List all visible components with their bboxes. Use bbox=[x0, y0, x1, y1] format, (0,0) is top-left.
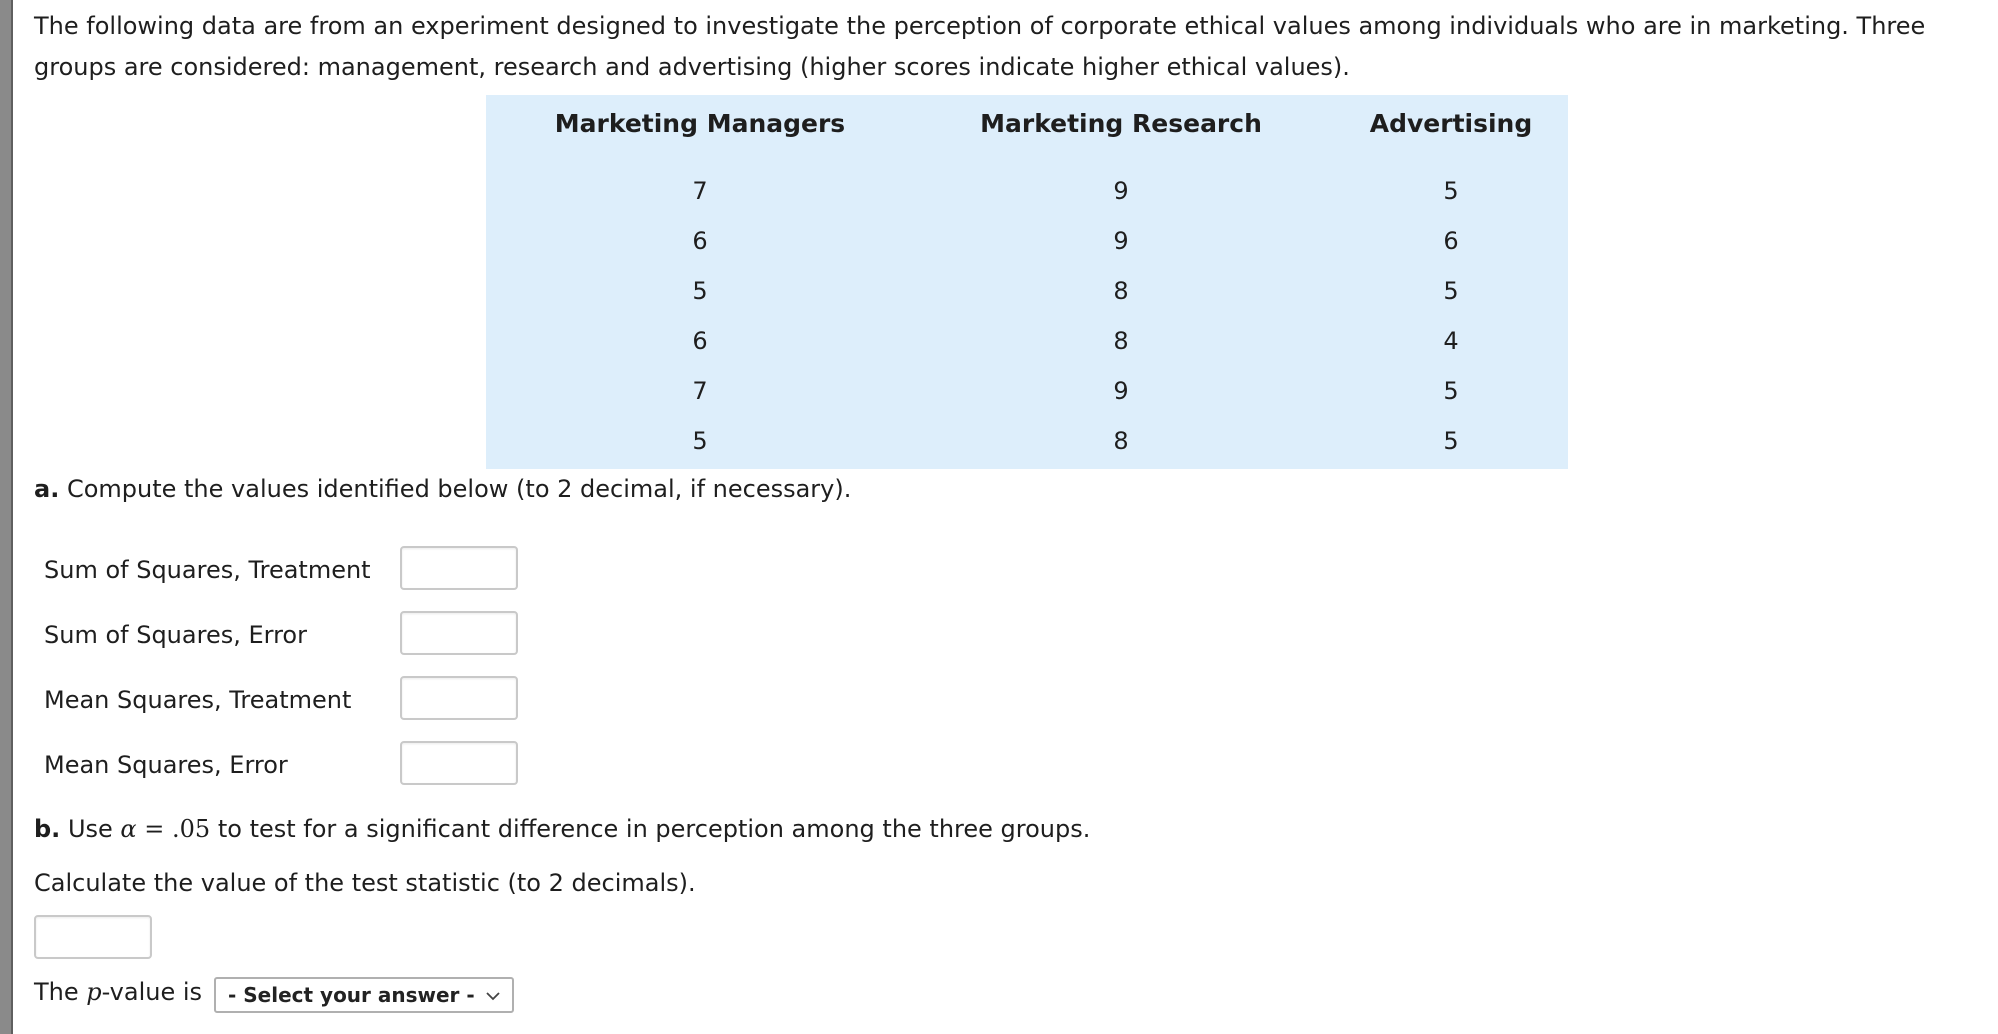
table-cell: 5 bbox=[1443, 377, 1459, 405]
pvalue-select[interactable] bbox=[214, 977, 514, 1013]
table-cell: 7 bbox=[692, 177, 708, 205]
part-b-rest-text: to test for a significant difference in perception among the three groups. bbox=[217, 815, 1091, 843]
chevron-down-icon bbox=[484, 987, 502, 1005]
ms-error-input[interactable] bbox=[400, 741, 518, 785]
ss-error-label: Sum of Squares, Error bbox=[44, 621, 307, 649]
table-cell: 4 bbox=[1443, 327, 1459, 355]
equals-sign: = bbox=[144, 815, 165, 843]
ss-treatment-label: Sum of Squares, Treatment bbox=[44, 556, 371, 584]
column-header-marketing-managers: Marketing Managers bbox=[554, 109, 846, 138]
column-header-advertising: Advertising bbox=[1369, 109, 1533, 138]
part-a-label: a. bbox=[34, 475, 60, 503]
pvalue-select-label: - Select your answer - bbox=[228, 983, 475, 1007]
table-cell: 8 bbox=[1113, 327, 1129, 355]
table-cell: 5 bbox=[692, 277, 708, 305]
table-cell: 7 bbox=[692, 377, 708, 405]
ss-error-input[interactable] bbox=[400, 611, 518, 655]
ms-treatment-label: Mean Squares, Treatment bbox=[44, 686, 352, 714]
table-cell: 9 bbox=[1113, 177, 1129, 205]
part-a-text: Compute the values identified below (to 2 decimal, if necessary). bbox=[66, 475, 852, 503]
ms-treatment-input[interactable] bbox=[400, 676, 518, 720]
ms-error-label: Mean Squares, Error bbox=[44, 751, 288, 779]
pvalue-label bbox=[34, 978, 202, 1006]
data-table bbox=[486, 95, 1568, 469]
table-cell: 6 bbox=[692, 227, 708, 255]
table-cell: 9 bbox=[1113, 227, 1129, 255]
table-cell: 6 bbox=[1443, 227, 1459, 255]
table-cell: 5 bbox=[1443, 177, 1459, 205]
table-cell: 8 bbox=[1113, 427, 1129, 455]
table-cell: 8 bbox=[1113, 277, 1129, 305]
pvalue-prefix: The bbox=[34, 978, 79, 1006]
table-cell: 5 bbox=[1443, 427, 1459, 455]
left-border-bar bbox=[0, 0, 13, 1034]
column-header-marketing-research: Marketing Research bbox=[980, 109, 1262, 138]
ss-treatment-input[interactable] bbox=[400, 546, 518, 590]
pvalue-variable: p bbox=[86, 978, 102, 1006]
part-b-use-text: Use bbox=[67, 815, 113, 843]
table-cell: 5 bbox=[692, 427, 708, 455]
part-b-label: b. bbox=[34, 815, 61, 843]
intro-paragraph: The following data are from an experiment designed to investigate the perception of corporate ethical values among individuals who are in marketing. Three groups are considered: management, research and advertising (higher scores indicate higher ethical values). bbox=[34, 12, 1926, 81]
test-statistic-instruction: Calculate the value of the test statistic (to 2 decimals). bbox=[34, 869, 696, 897]
table-cell: 9 bbox=[1113, 377, 1129, 405]
alpha-value: .05 bbox=[172, 815, 211, 843]
part-b-heading bbox=[34, 815, 1090, 843]
part-a-heading bbox=[34, 475, 851, 503]
table-cell: 6 bbox=[692, 327, 708, 355]
test-statistic-input[interactable] bbox=[34, 915, 152, 959]
table-cell: 5 bbox=[1443, 277, 1459, 305]
pvalue-suffix: -value is bbox=[101, 978, 203, 1006]
alpha-symbol: α bbox=[120, 815, 137, 843]
